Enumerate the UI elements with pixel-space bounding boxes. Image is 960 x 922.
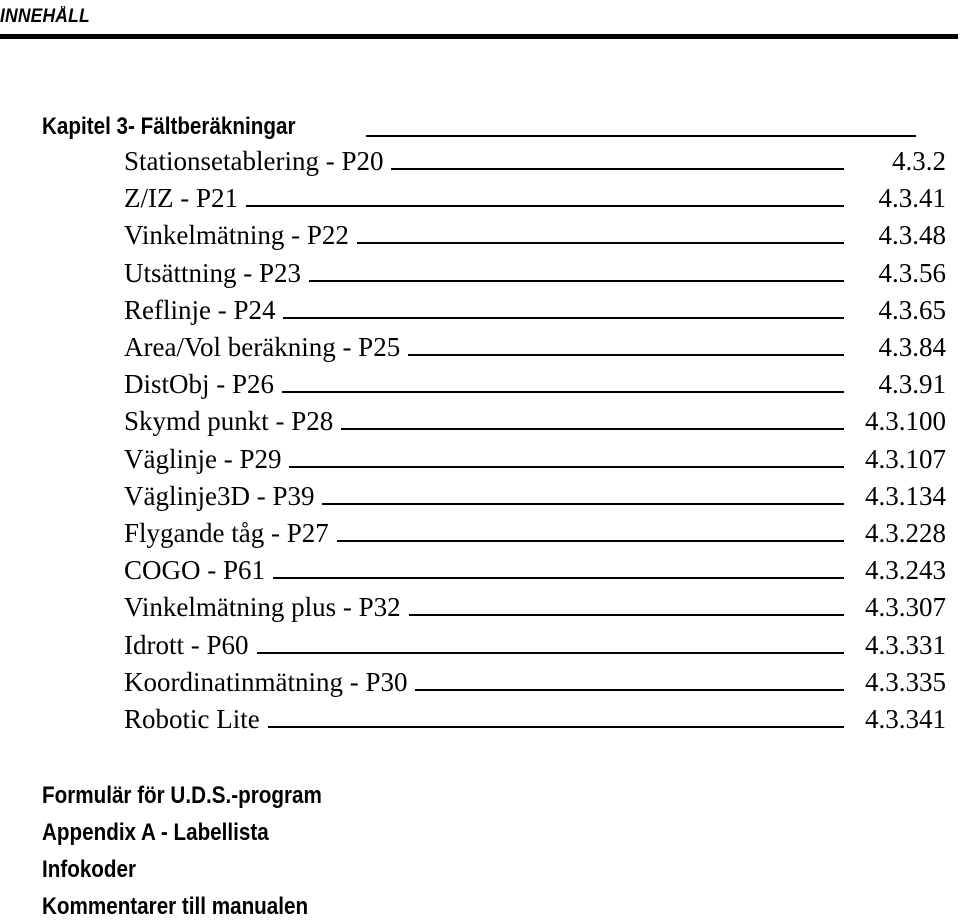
toc-entry-title: Stationsetablering - P20 bbox=[124, 146, 384, 176]
toc-entry-page: 4.3.243 bbox=[865, 555, 946, 586]
toc-entry[interactable] bbox=[124, 518, 946, 552]
toc-leader-line bbox=[357, 241, 844, 244]
toc-entry[interactable] bbox=[124, 406, 946, 440]
toc-entry-page: 4.3.2 bbox=[892, 146, 946, 176]
toc-entry[interactable] bbox=[124, 704, 946, 738]
toc-leader-line bbox=[289, 465, 844, 468]
section-appendix-a[interactable]: Appendix A - Labellista bbox=[42, 819, 269, 846]
toc-entry[interactable] bbox=[124, 183, 946, 217]
toc-entry-page: 4.3.56 bbox=[878, 257, 946, 288]
toc-entry-title: Flygande tåg - P27 bbox=[124, 518, 329, 548]
toc-leader-line bbox=[408, 353, 844, 356]
toc-entry-page: 4.3.91 bbox=[878, 369, 946, 400]
toc-entry-title: Vinkelmätning plus - P32 bbox=[124, 592, 401, 623]
toc-entry[interactable] bbox=[124, 369, 946, 403]
toc-entry-title: Robotic Lite bbox=[124, 704, 260, 734]
toc-leader-line bbox=[391, 167, 844, 170]
toc-leader-line bbox=[309, 279, 844, 282]
toc-entry[interactable] bbox=[124, 258, 946, 292]
toc-entry-title: Väglinje - P29 bbox=[124, 443, 282, 474]
toc-entry-title: Utsättning - P23 bbox=[124, 257, 302, 288]
toc-entry-page: 4.3.41 bbox=[878, 183, 946, 214]
toc-leader-line bbox=[341, 427, 844, 430]
toc-entry[interactable] bbox=[124, 220, 946, 254]
toc-entry-page: 4.3.331 bbox=[865, 629, 946, 660]
toc-entry-page: 4.3.48 bbox=[878, 220, 946, 251]
toc-leader-line bbox=[282, 390, 844, 393]
toc-entry[interactable] bbox=[124, 667, 946, 701]
toc-entry-title: DistObj - P26 bbox=[124, 369, 275, 400]
header-title: INNEHÅLL bbox=[0, 6, 90, 27]
toc-entry-page: 4.3.134 bbox=[865, 480, 946, 511]
toc-entry[interactable] bbox=[124, 146, 946, 180]
toc-entry[interactable] bbox=[124, 555, 946, 589]
toc-entry-page: 4.3.341 bbox=[865, 704, 946, 734]
toc-entry-page: 4.3.84 bbox=[878, 332, 946, 362]
toc-entry[interactable] bbox=[124, 592, 946, 626]
toc-leader-line bbox=[273, 576, 844, 579]
toc-leader-line bbox=[409, 613, 844, 616]
toc-entry-title: Väglinje3D - P39 bbox=[124, 480, 315, 511]
chapter-rule bbox=[366, 135, 916, 137]
section-kommentarer[interactable]: Kommentarer till manualen bbox=[42, 893, 309, 920]
header-rule bbox=[0, 34, 958, 39]
toc-entry-title: Skymd punkt - P28 bbox=[124, 406, 334, 437]
toc-entry-page: 4.3.307 bbox=[865, 592, 946, 623]
toc-entry[interactable] bbox=[124, 481, 946, 515]
toc-entry-page: 4.3.65 bbox=[878, 294, 946, 325]
section-infokoder[interactable]: Infokoder bbox=[42, 856, 137, 883]
toc-entry[interactable] bbox=[124, 444, 946, 478]
toc-entry-page: 4.3.107 bbox=[865, 443, 946, 474]
section-formular[interactable]: Formulär för U.D.S.-program bbox=[42, 782, 322, 809]
toc-leader-line bbox=[257, 651, 845, 654]
toc-entry-title: Z/IZ - P21 bbox=[124, 183, 238, 214]
toc-leader-line bbox=[268, 725, 844, 728]
toc-entry-page: 4.3.228 bbox=[865, 518, 946, 548]
toc-leader-line bbox=[246, 204, 844, 207]
toc-entry-page: 4.3.100 bbox=[865, 406, 946, 437]
toc-entry-title: Koordinatinmätning - P30 bbox=[124, 666, 408, 697]
toc-entry-title: Vinkelmätning - P22 bbox=[124, 220, 349, 251]
toc-entry[interactable] bbox=[124, 332, 946, 366]
toc-leader-line bbox=[415, 688, 844, 691]
toc-leader-line bbox=[322, 502, 844, 505]
chapter-heading: Kapitel 3- Fältberäkningar bbox=[42, 113, 296, 140]
toc-leader-line bbox=[337, 539, 844, 542]
toc-entry[interactable] bbox=[124, 630, 946, 664]
toc-entry[interactable] bbox=[124, 295, 946, 329]
toc-entry-page: 4.3.335 bbox=[865, 666, 946, 697]
toc-entry-title: Idrott - P60 bbox=[124, 629, 249, 660]
toc-entry-title: Area/Vol beräkning - P25 bbox=[124, 332, 401, 362]
toc-leader-line bbox=[283, 316, 844, 319]
toc-entry-title: Reflinje - P24 bbox=[124, 294, 276, 325]
toc-entry-title: COGO - P61 bbox=[124, 555, 266, 586]
